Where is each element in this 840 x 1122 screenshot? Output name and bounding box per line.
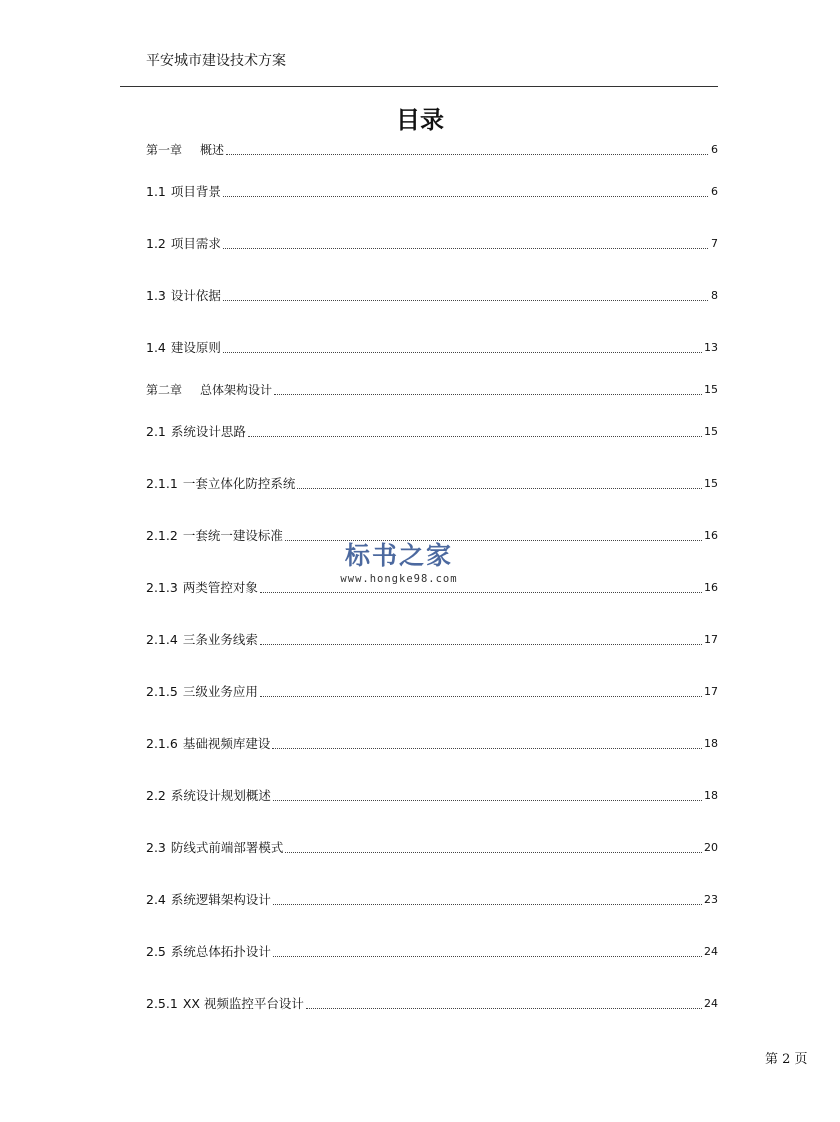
toc-entry-number: 2.1.6	[146, 736, 178, 751]
toc-entry[interactable]	[146, 682, 718, 702]
toc-entry-number: 2.4	[146, 892, 166, 907]
toc-entry-number: 2.1.1	[146, 476, 178, 491]
toc-entry-page: 16	[704, 529, 718, 542]
toc-entry[interactable]	[146, 286, 718, 306]
toc-entry[interactable]	[146, 474, 718, 494]
toc-entry-page: 23	[704, 893, 718, 906]
toc-entry-text: 项目背景	[170, 184, 221, 199]
document-header-title: 平安城市建设技术方案	[146, 53, 286, 69]
toc-entry-text: 基础视频库建设	[182, 736, 271, 751]
toc-entry-text: 防线式前端部署模式	[170, 840, 284, 855]
toc-entry-text: 建设原则	[170, 340, 221, 355]
toc-entry-number: 2.1	[146, 424, 166, 439]
toc-entry-number: 第二章	[146, 383, 183, 397]
watermark	[324, 536, 474, 585]
toc-leader-dots	[226, 154, 708, 155]
toc-entry-number: 2.1.3	[146, 580, 178, 595]
toc-entry-page: 7	[711, 237, 718, 250]
toc-entry-page: 18	[704, 789, 718, 802]
watermark-url: www.hongke98.com	[340, 573, 458, 585]
toc-entry[interactable]	[146, 234, 718, 254]
toc-leader-dots	[260, 696, 702, 697]
toc-entry-number: 2.5.1	[146, 996, 178, 1011]
watermark-name: 标书之家	[344, 541, 453, 570]
toc-entry-number: 2.1.2	[146, 528, 178, 543]
toc-entry-page: 15	[704, 477, 718, 490]
toc-entry-text: XX 视频监控平台设计	[182, 996, 304, 1011]
toc-entry-page: 13	[704, 341, 718, 354]
toc-entry-text: 项目需求	[170, 236, 221, 251]
toc-leader-dots	[260, 592, 702, 593]
toc-entry[interactable]	[146, 182, 718, 202]
toc-entry-page: 15	[704, 383, 718, 396]
toc-entry-number: 第一章	[146, 143, 183, 157]
toc-entry-text: 两类管控对象	[182, 580, 258, 595]
toc-entry-page: 15	[704, 425, 718, 438]
toc-entry-page: 24	[704, 997, 718, 1010]
toc-leader-dots	[306, 1008, 702, 1009]
toc-leader-dots	[223, 352, 702, 353]
toc-leader-dots	[272, 748, 702, 749]
toc-entry[interactable]	[146, 786, 718, 806]
toc-entry-page: 17	[704, 685, 718, 698]
toc-entry[interactable]	[146, 890, 718, 910]
toc-leader-dots	[260, 644, 702, 645]
toc-entry-number: 2.5	[146, 944, 166, 959]
page-number: 第 2 页	[765, 1052, 808, 1067]
toc-entry-text: 系统设计思路	[170, 424, 246, 439]
toc-entry-page: 18	[704, 737, 718, 750]
toc-chapter-entry[interactable]	[146, 380, 718, 400]
toc-leader-dots	[248, 436, 702, 437]
toc-entry-page: 8	[711, 289, 718, 302]
toc-entry-text: 三条业务线索	[182, 632, 258, 647]
toc-entry-page: 6	[711, 143, 718, 156]
toc-entry-text: 一套统一建设标准	[182, 528, 283, 543]
toc-leader-dots	[297, 488, 702, 489]
toc-entry-number: 2.1.4	[146, 632, 178, 647]
toc-leader-dots	[273, 904, 702, 905]
toc-entry-text: 总体架构设计	[200, 383, 273, 397]
toc-entry-page: 17	[704, 633, 718, 646]
toc-leader-dots	[223, 300, 708, 301]
toc-leader-dots	[273, 800, 702, 801]
toc-entry[interactable]	[146, 994, 718, 1014]
toc-entry[interactable]	[146, 630, 718, 650]
toc-entry-page: 24	[704, 945, 718, 958]
toc-entry-number: 1.1	[146, 184, 166, 199]
toc-entry-text: 三级业务应用	[182, 684, 258, 699]
toc-chapter-entry[interactable]	[146, 140, 718, 160]
toc-entry-page: 16	[704, 581, 718, 594]
toc-entry-text: 一套立体化防控系统	[182, 476, 296, 491]
toc-leader-dots	[273, 956, 702, 957]
toc-entry-text: 系统逻辑架构设计	[170, 892, 271, 907]
toc-entry-text: 概述	[200, 143, 225, 157]
toc-entry[interactable]	[146, 422, 718, 442]
toc-entry[interactable]	[146, 734, 718, 754]
toc-entry[interactable]	[146, 942, 718, 962]
toc-entry-number: 1.3	[146, 288, 166, 303]
toc-entry-number: 2.1.5	[146, 684, 178, 699]
toc-leader-dots	[285, 852, 702, 853]
toc-entry[interactable]	[146, 338, 718, 358]
toc-entry-text: 设计依据	[170, 288, 221, 303]
toc-entry-page: 6	[711, 185, 718, 198]
header-divider	[120, 86, 718, 87]
toc-entry[interactable]	[146, 838, 718, 858]
toc-entry-number: 1.4	[146, 340, 166, 355]
toc-entry-number: 2.3	[146, 840, 166, 855]
toc-leader-dots	[223, 196, 708, 197]
toc-entry-page: 20	[704, 841, 718, 854]
toc-entry-text: 系统设计规划概述	[170, 788, 271, 803]
toc-entry-number: 2.2	[146, 788, 166, 803]
toc-entry-number: 1.2	[146, 236, 166, 251]
toc-leader-dots	[274, 394, 702, 395]
toc-title: 目录	[396, 106, 444, 134]
toc-entry-text: 系统总体拓扑设计	[170, 944, 271, 959]
toc-leader-dots	[223, 248, 708, 249]
